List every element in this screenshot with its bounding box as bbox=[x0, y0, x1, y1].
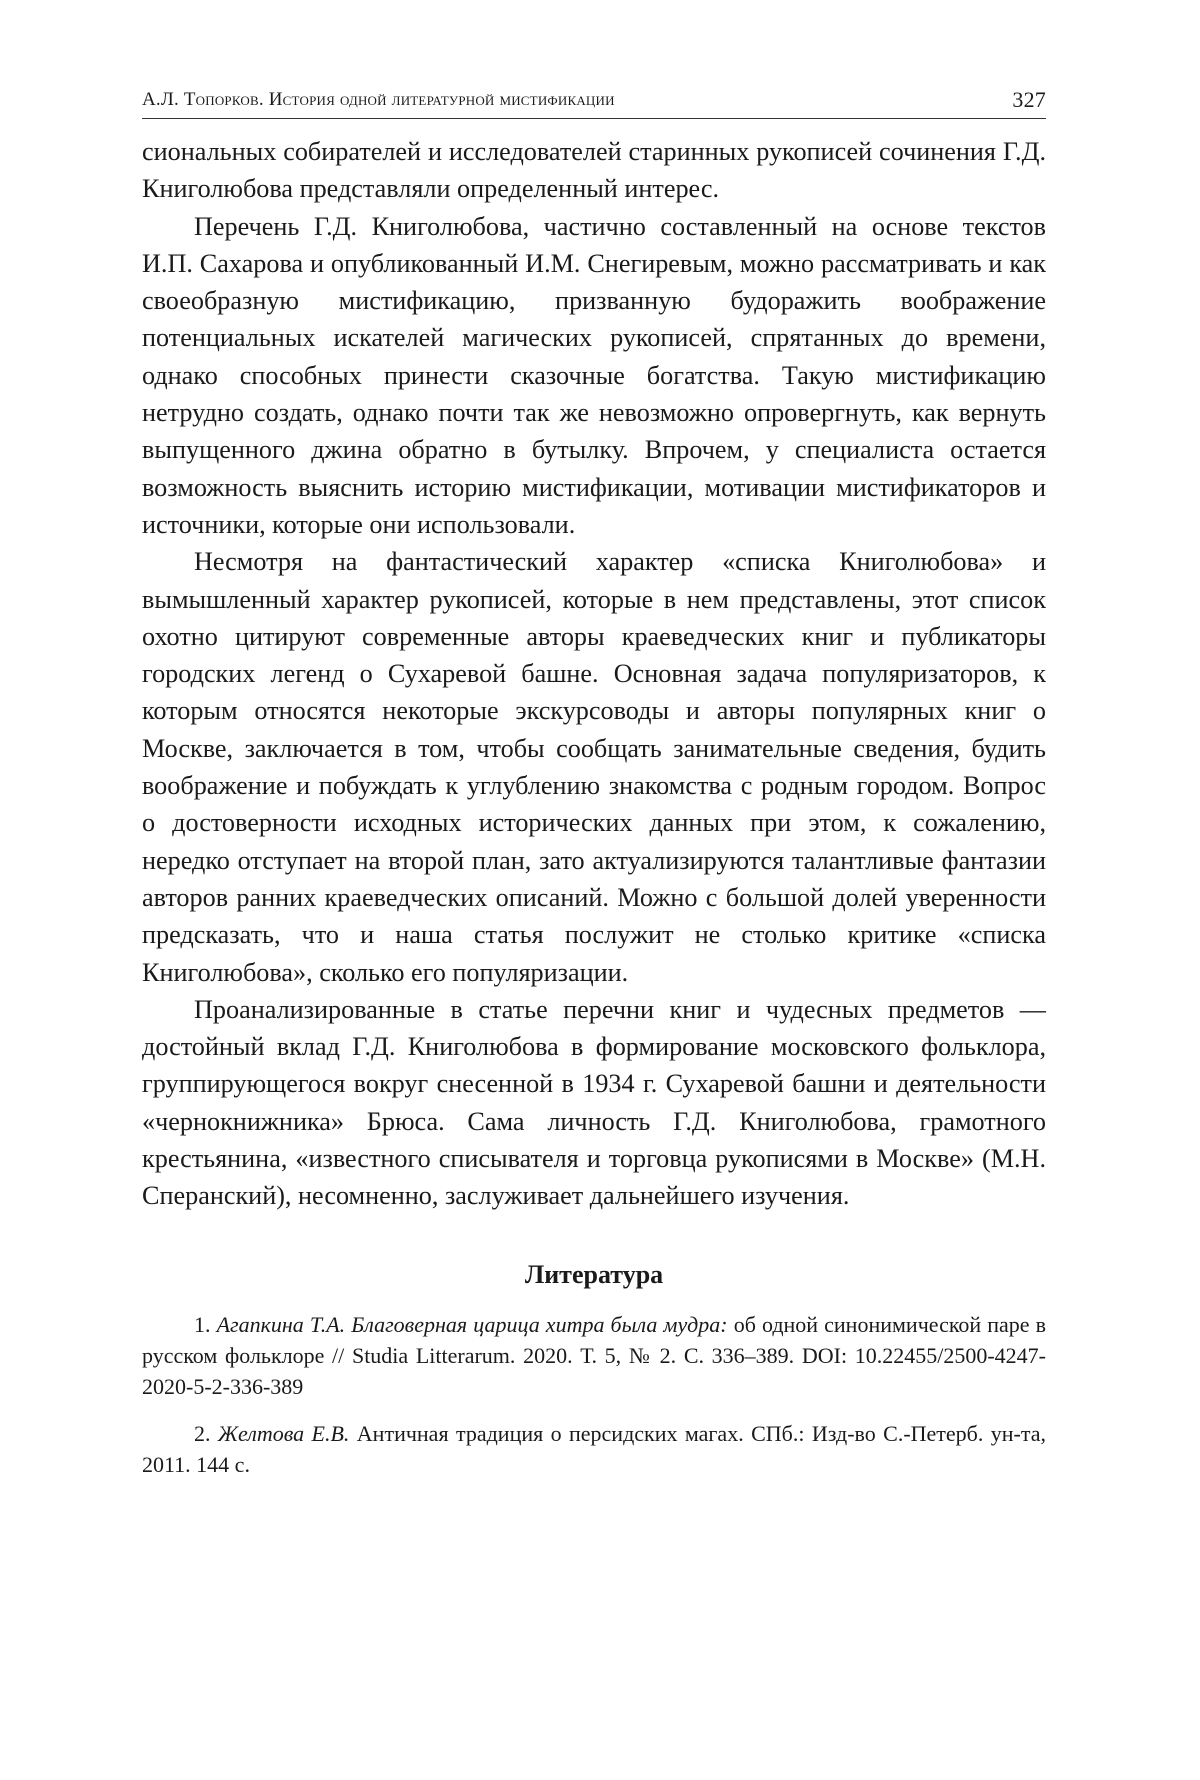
paragraph: Проанализированные в статье перечни книг и чудесных предметов — достойный вклад Г.Д. Книголюбова в формирование московского фольклора, группирующегося вокруг снесенной в 1934 г. Сухаревой башни и деятельности «чернокнижника» Брюса. Сама личность Г.Д. Книголюбова, грамотного крестьянина, «известного списывателя и торговца рукописями в Москве» (М.Н. Сперанский), несомненно, заслуживает дальнейшего изучения. bbox=[142, 994, 1046, 1211]
reference-number: 1. bbox=[194, 1311, 211, 1337]
article-body bbox=[142, 133, 1046, 1215]
reference-details: Античная традиция о персидских магах. СПб.: Изд-во С.-Петерб. ун-та, 2011. 144 с. bbox=[142, 1420, 1047, 1477]
page-number: 327 bbox=[1012, 87, 1046, 112]
reference-details: об одной синонимической паре в русском фольклоре // Studia Litterarum. 2020. Т. 5, № 2. С. 336–389. DOI: 10.22455/2500-4247-2020-5-2-336-389 bbox=[142, 1311, 1047, 1399]
reference-authors: Агапкина Т.А. bbox=[216, 1311, 346, 1337]
reference-item bbox=[142, 1418, 1046, 1480]
reference-title: Благоверная царица хитра была мудра: bbox=[351, 1311, 728, 1337]
paragraph: Перечень Г.Д. Книголюбова, частично составленный на основе текстов И.П. Сахарова и опубликованный И.М. Снегиревым, можно рассматривать и как своеобразную мистификацию, призванную будоражить воображение потенциальных искателей магических рукописей, спрятанных до времени, однако способных принести сказочные богатства. Такую мистификацию нетрудно создать, однако почти так же невозможно опровергнуть, как вернуть выпущенного джина обратно в бутылку. Впрочем, у специалиста остается возможность выяснить историю мистификации, мотивации мистификаторов и источники, которые они использовали. bbox=[142, 211, 1046, 539]
running-header-title: А.Л. Топорков. История одной литературной мистификации bbox=[142, 89, 615, 110]
references-heading: Литература bbox=[524, 1259, 664, 1289]
references-list bbox=[142, 1309, 1046, 1480]
paragraph: Несмотря на фантастический характер «списка Книголюбова» и вымышленный характер рукописей, которые в нем представлены, этот список охотно цитируют современные авторы краеведческих книг и публикаторы городских легенд о Сухаревой башне. Основная задача популяризаторов, к которым относятся некоторые экскурсоводы и авторы популярных книг о Москве, заключается в том, чтобы сообщать занимательные сведения, будить воображение и побуждать к углублению знакомства с родным городом. Вопрос о достоверности исходных исторических данных при этом, к сожалению, нередко отступает на второй план, зато актуализируются талантливые фантазии авторов ранних краеведческих описаний. Можно с большой долей уверенности предсказать, что и наша статья послужит не столько критике «списка Книголюбова», сколько его популяризации. bbox=[142, 547, 1046, 987]
page bbox=[142, 88, 1046, 1496]
paragraph: сиональных собирателей и исследователей старинных рукописей сочинения Г.Д. Книголюбова представляли определенный интерес. bbox=[142, 137, 1046, 204]
reference-number: 2. bbox=[194, 1420, 211, 1446]
reference-item bbox=[142, 1309, 1046, 1402]
reference-authors: Желтова Е.В. bbox=[217, 1420, 350, 1446]
running-header bbox=[142, 88, 1046, 119]
